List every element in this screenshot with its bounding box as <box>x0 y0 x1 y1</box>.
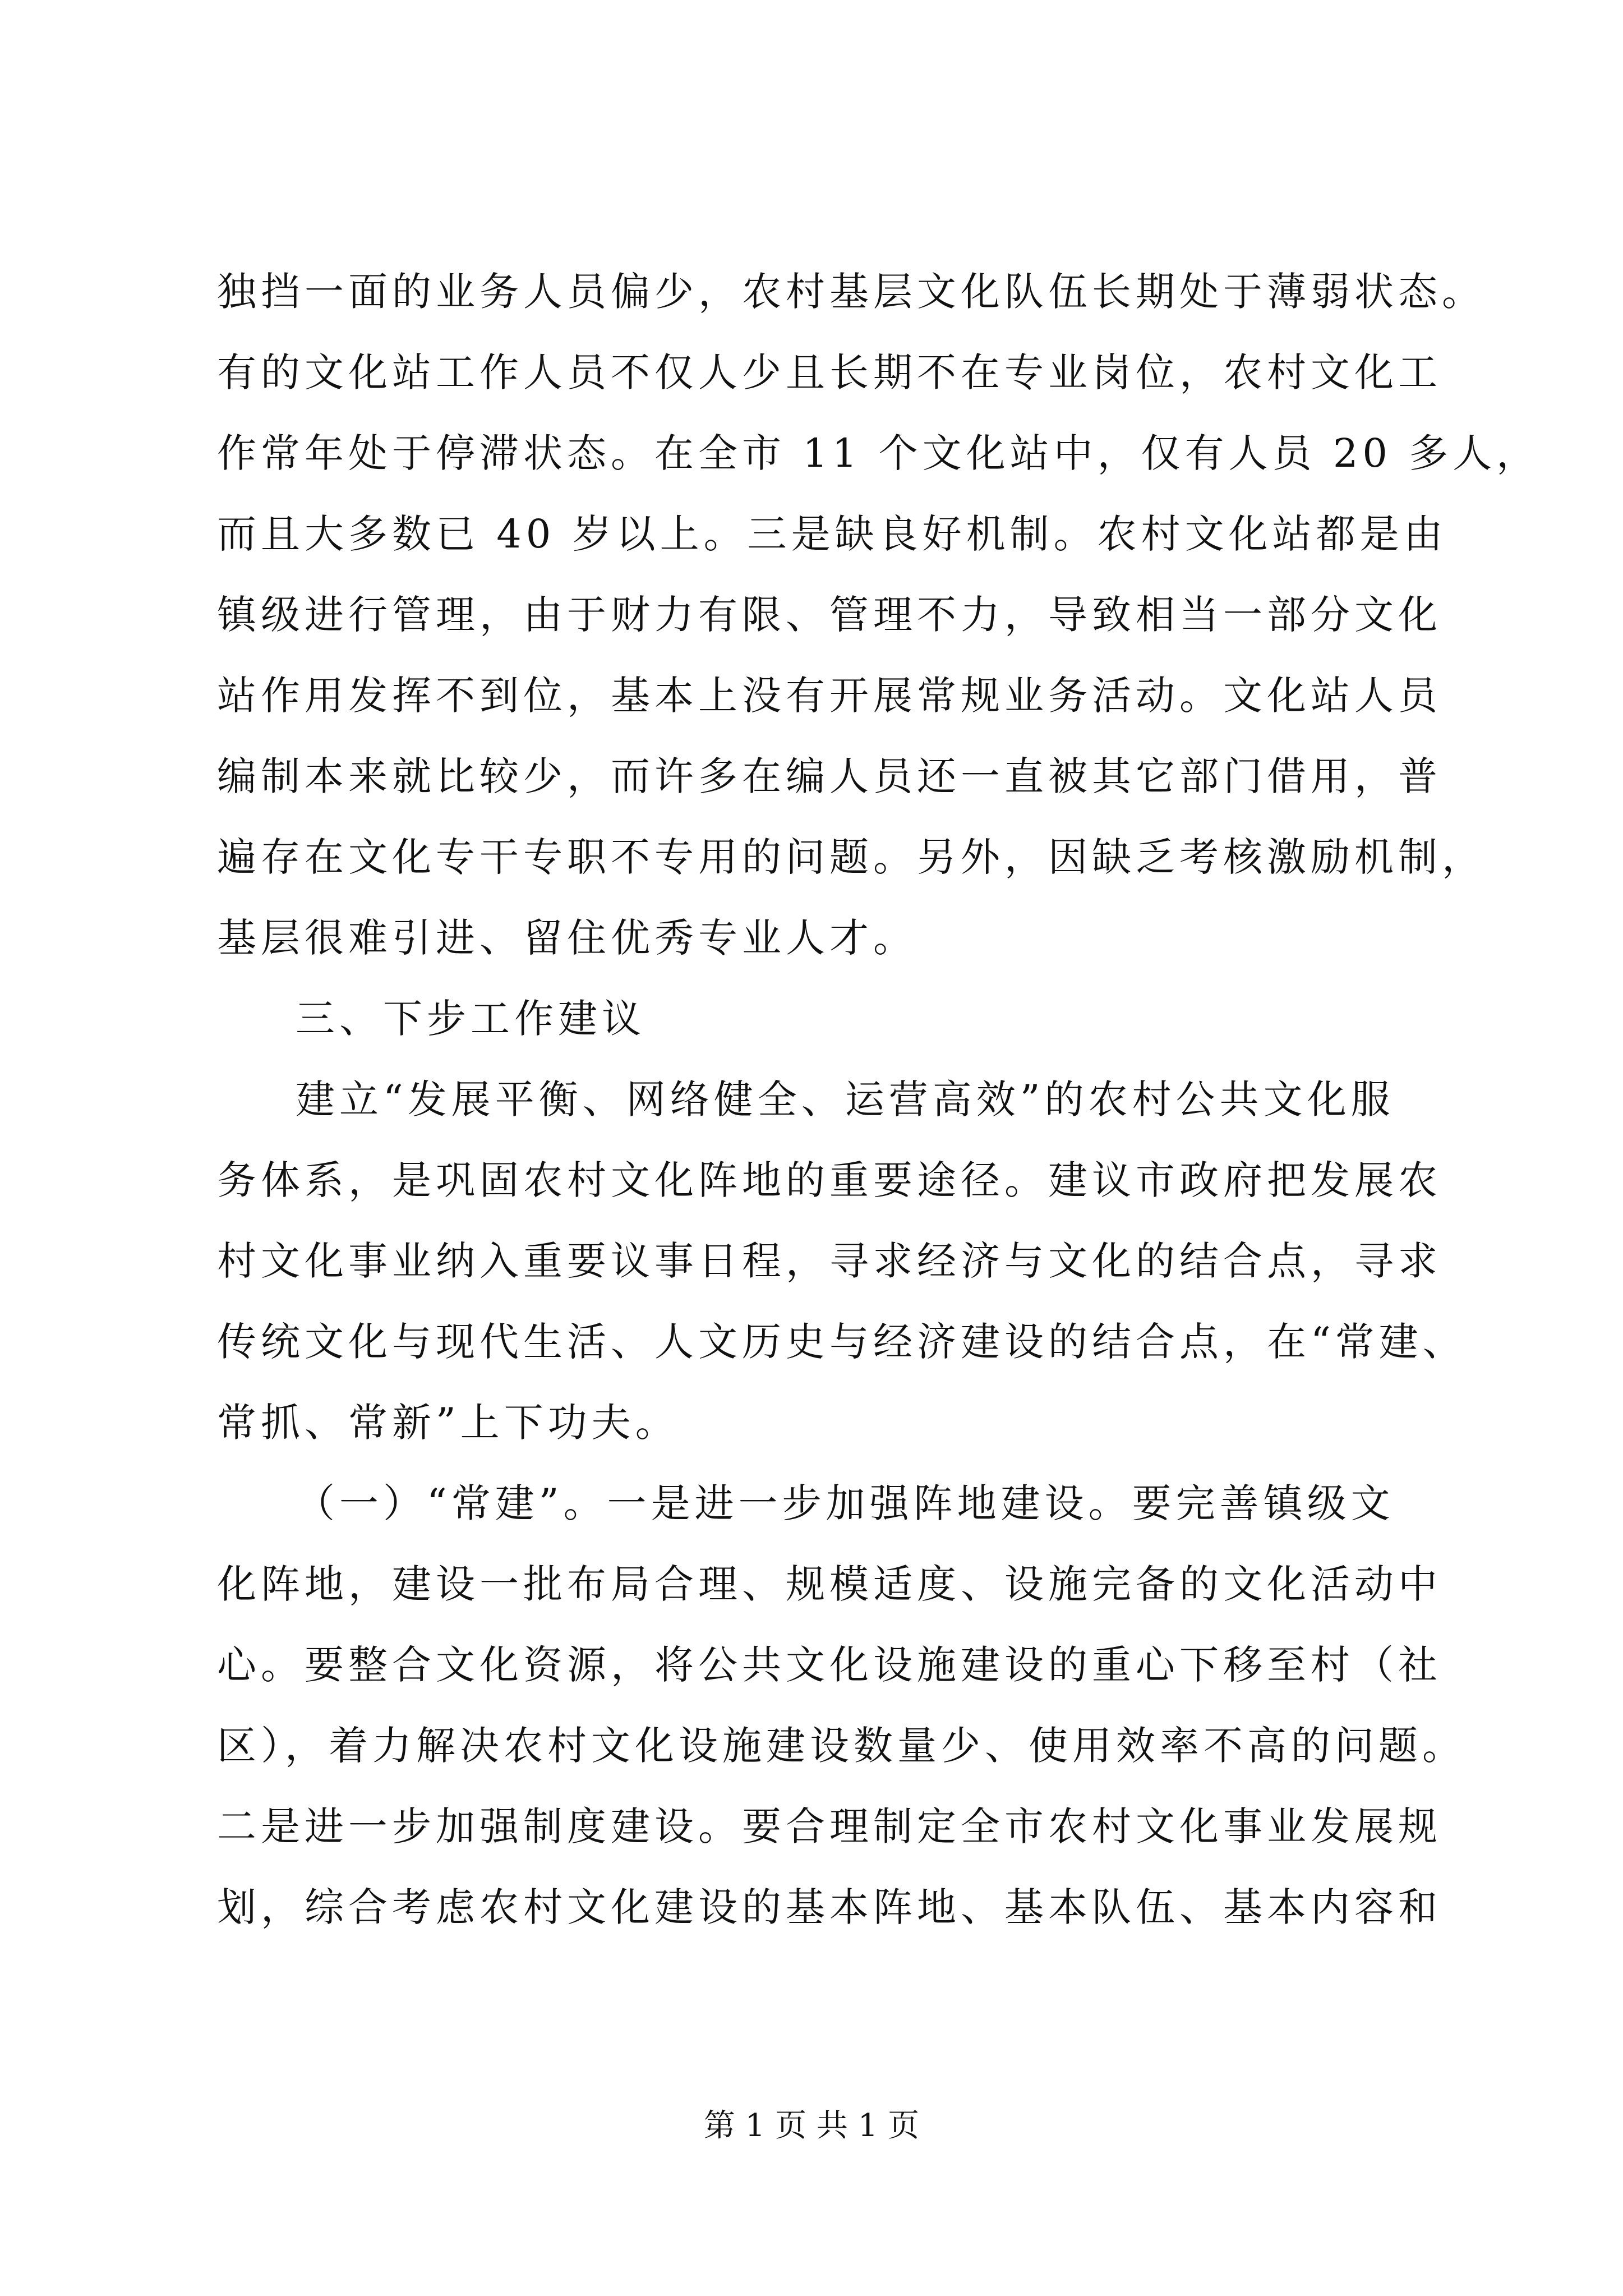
paragraph-line: 独挡一面的业务人员偏少，农村基层文化队伍长期处于薄弱状态。 <box>217 269 1486 315</box>
paragraph-line: 化阵地，建设一批布局合理、规模适度、设施完备的文化活动中 <box>217 1561 1442 1607</box>
paragraph-line: 而且大多数已 40 岁以上。三是缺良好机制。农村文化站都是由 <box>217 511 1447 557</box>
paragraph-line: 遍存在文化专干专职不专用的问题。另外，因缺乏考核激励机制， <box>217 834 1486 880</box>
paragraph-line: 村文化事业纳入重要议事日程，寻求经济与文化的结合点，寻求 <box>217 1238 1442 1284</box>
paragraph-line: 划，综合考虑农村文化建设的基本阵地、基本队伍、基本内容和 <box>217 1884 1442 1930</box>
paragraph-line: 传统文化与现代生活、人文历史与经济建设的结合点，在“常建、 <box>217 1319 1467 1365</box>
paragraph-line: 二是进一步加强制度建设。要合理制定全市农村文化事业发展规 <box>217 1803 1442 1849</box>
paragraph-line: 站作用发挥不到位，基本上没有开展常规业务活动。文化站人员 <box>217 673 1442 719</box>
subsection-heading-line: （一）“常建”。一是进一步加强阵地建设。要完善镇级文 <box>296 1480 1395 1526</box>
section-heading: 三、下步工作建议 <box>296 996 645 1042</box>
paragraph-line: 编制本来就比较少，而许多在编人员还一直被其它部门借用，普 <box>217 753 1442 799</box>
paragraph-line: 常抓、常新”上下功夫。 <box>217 1400 679 1446</box>
paragraph-line: 建立“发展平衡、网络健全、运营高效”的农村公共文化服 <box>296 1076 1395 1122</box>
paragraph-line: 作常年处于停滞状态。在全市 11 个文化站中，仅有人员 20 多人， <box>217 430 1541 476</box>
paragraph-line: 基层很难引进、留住优秀专业人才。 <box>217 915 917 961</box>
paragraph-line: 务体系，是巩固农村文化阵地的重要途径。建议市政府把发展农 <box>217 1157 1442 1203</box>
paragraph-line: 有的文化站工作人员不仅人少且长期不在专业岗位，农村文化工 <box>217 349 1442 395</box>
paragraph-line: 心。要整合文化资源，将公共文化设施建设的重心下移至村（社 <box>217 1642 1442 1688</box>
paragraph-line: 区），着力解决农村文化设施建设数量少、使用效率不高的问题。 <box>217 1723 1466 1769</box>
paragraph-line: 镇级进行管理，由于财力有限、管理不力，导致相当一部分文化 <box>217 592 1442 638</box>
page-number-footer: 第 1 页 共 1 页 <box>703 2108 920 2144</box>
